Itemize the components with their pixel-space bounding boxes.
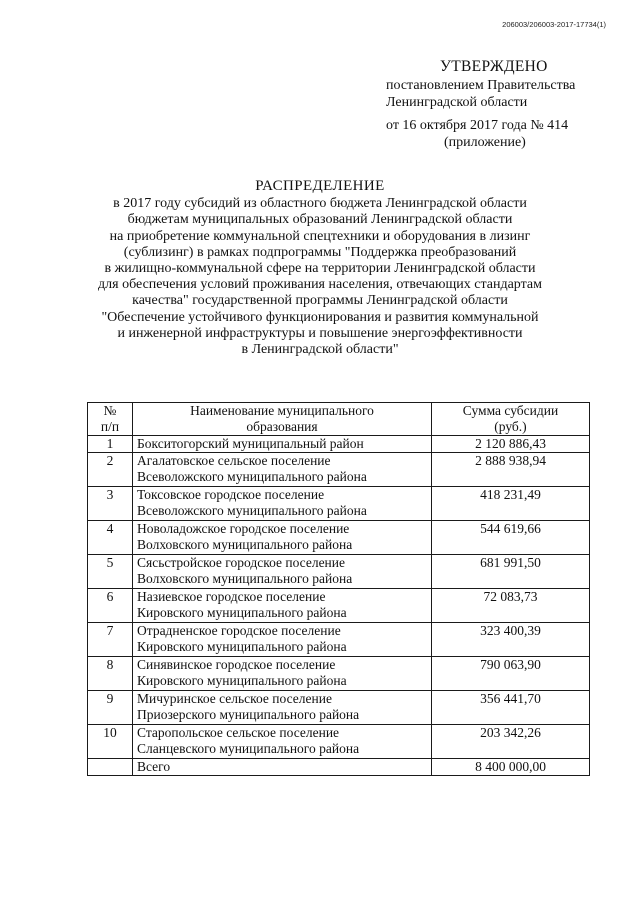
header-name-line-1: Наименование муниципального <box>190 403 374 418</box>
title-line: в 2017 году субсидий из областного бюджета Ленинградской области <box>113 196 527 212</box>
row-sum: 790 063,90 <box>432 657 590 691</box>
title-line: для обеспечения условий проживания населения, отвечающих стандартам <box>98 277 542 293</box>
row-name <box>133 487 432 521</box>
table-row <box>88 453 590 487</box>
total-num <box>88 759 133 776</box>
row-name-line-2: Сланцевского муниципального района <box>137 741 360 756</box>
row-name-line-1: Отрадненское городское поселение <box>137 623 341 638</box>
row-num: 4 <box>88 521 133 555</box>
row-num: 10 <box>88 725 133 759</box>
row-name <box>133 725 432 759</box>
title-line: и инженерной инфраструктуры и повышение энергоэффективности <box>117 325 523 341</box>
row-name-line-2: Волховского муниципального района <box>137 537 353 552</box>
approval-line-1: постановлением Правительства <box>386 78 576 93</box>
header-sum-line-1: Сумма субсидии <box>462 403 559 418</box>
row-name-line-1: Токсовское городское поселение <box>137 487 325 502</box>
row-name-line-2: Всеволожского муниципального района <box>137 469 367 484</box>
row-name-line-2: Всеволожского муниципального района <box>137 503 367 518</box>
row-name-line-2: Волховского муниципального района <box>137 571 353 586</box>
row-name-line-2: Кировского муниципального района <box>137 605 347 620</box>
header-sum <box>432 403 590 436</box>
row-name <box>133 623 432 657</box>
table-header-row <box>88 403 590 436</box>
row-name-line-1: Синявинское городское поселение <box>137 657 336 672</box>
row-sum: 323 400,39 <box>432 623 590 657</box>
title-block <box>60 178 580 358</box>
row-name-line-1: Сясьстройское городское поселение <box>137 555 345 570</box>
approval-stamp <box>386 58 616 151</box>
title-line: (сублизинг) в рамках подпрограммы "Поддержка преобразований <box>123 244 517 260</box>
table-row <box>88 589 590 623</box>
row-sum: 2 120 886,43 <box>432 436 590 453</box>
table-row <box>88 657 590 691</box>
row-name-line-1: Назиевское городское поселение <box>137 589 326 604</box>
row-num: 1 <box>88 436 133 453</box>
row-num: 8 <box>88 657 133 691</box>
row-name <box>133 453 432 487</box>
row-num: 9 <box>88 691 133 725</box>
document-id: 206003/206003-2017-17734(1) <box>502 20 606 29</box>
row-sum: 681 991,50 <box>432 555 590 589</box>
table-row <box>88 521 590 555</box>
table-row <box>88 623 590 657</box>
row-name <box>133 555 432 589</box>
header-name <box>133 403 432 436</box>
approval-line-2: Ленинградской области <box>386 95 528 110</box>
total-label: Всего <box>133 759 432 776</box>
row-name-line-2: Кировского муниципального района <box>137 639 347 654</box>
row-num: 5 <box>88 555 133 589</box>
row-sum: 356 441,70 <box>432 691 590 725</box>
table-total-row <box>88 759 590 776</box>
approval-heading: УТВЕРЖДЕНО <box>440 58 548 75</box>
row-name <box>133 691 432 725</box>
row-sum: 418 231,49 <box>432 487 590 521</box>
row-name <box>133 521 432 555</box>
table-row <box>88 487 590 521</box>
distribution-table <box>87 402 590 776</box>
row-name <box>133 657 432 691</box>
approval-date: от 16 октября 2017 года № 414 <box>386 118 569 133</box>
total-sum: 8 400 000,00 <box>432 759 590 776</box>
row-name <box>133 436 432 453</box>
row-num: 2 <box>88 453 133 487</box>
approval-annex: (приложение) <box>444 135 526 150</box>
row-num: 3 <box>88 487 133 521</box>
title-line: бюджетам муниципальных образований Ленинградской области <box>127 212 513 228</box>
title-line: в Ленинградской области" <box>241 342 399 358</box>
row-sum: 544 619,66 <box>432 521 590 555</box>
row-name-line-1: Старопольское сельское поселение <box>137 725 340 740</box>
title-line: на приобретение коммунальной спецтехники и оборудования в лизинг <box>109 228 531 244</box>
row-sum: 72 083,73 <box>432 589 590 623</box>
title-line: качества" государственной программы Ленинградской области <box>132 293 508 309</box>
title-line: "Обеспечение устойчивого функционирования и развития коммунальной <box>101 309 539 325</box>
table-row <box>88 555 590 589</box>
table-row <box>88 725 590 759</box>
title-line: в жилищно-коммунальной сфере на территории Ленинградской области <box>104 261 536 277</box>
row-sum: 203 342,26 <box>432 725 590 759</box>
table-row <box>88 436 590 453</box>
header-num-line-1: № <box>103 403 117 418</box>
row-name-line-2: Кировского муниципального района <box>137 673 347 688</box>
row-name-line-1: Бокситогорский муниципальный район <box>137 436 364 451</box>
header-num <box>88 403 133 436</box>
row-name-line-1: Новоладожское городское поселение <box>137 521 350 536</box>
row-name <box>133 589 432 623</box>
row-num: 7 <box>88 623 133 657</box>
row-name-line-1: Мичуринское сельское поселение <box>137 691 332 706</box>
header-sum-line-2: (руб.) <box>494 419 527 434</box>
header-name-line-2: образования <box>246 419 318 434</box>
document-title: РАСПРЕДЕЛЕНИЕ <box>255 178 385 194</box>
row-name-line-2: Приозерского муниципального района <box>137 707 360 722</box>
row-num: 6 <box>88 589 133 623</box>
header-num-line-2: п/п <box>100 419 120 434</box>
row-name-line-1: Агалатовское сельское поселение <box>137 453 331 468</box>
table-row <box>88 691 590 725</box>
row-sum: 2 888 938,94 <box>432 453 590 487</box>
